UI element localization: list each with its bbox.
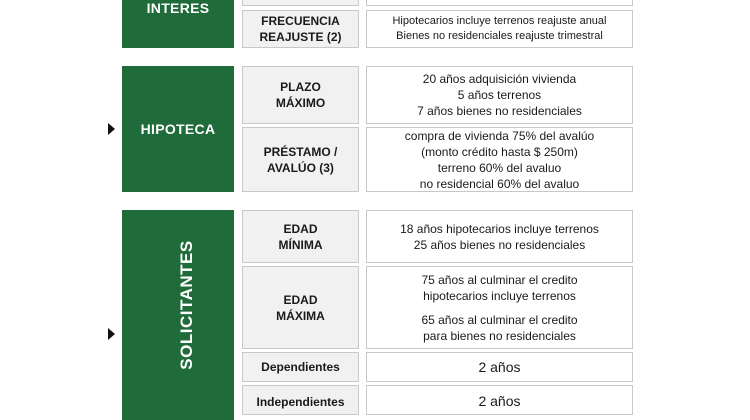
solicitantes-dependientes-label: Dependientes [242,352,359,382]
section-interes-header [122,0,234,48]
hipoteca-prestamo-value: compra de vivienda 75% del avalúo (monto crédito hasta $ 250m) terreno 60% del avaluo no residencial 60% del avaluo [366,127,633,192]
section-hipoteca-header [122,66,234,192]
section-solicitantes-header [122,210,234,420]
interes-row-cropped-value [366,0,633,6]
interes-frecuencia-value: Hipotecarios incluye terrenos reajuste anual Bienes no residenciales reajuste trimestral [366,10,633,48]
interes-frecuencia-label: FRECUENCIA REAJUSTE (2) [242,10,359,48]
hipoteca-prestamo-label: PRÉSTAMO / AVALÚO (3) [242,127,359,192]
section-arrow-icon [108,328,115,340]
section-arrow-icon [108,123,115,135]
interes-row-cropped-label [242,0,359,6]
section-solicitantes-title: SOLICITANTES [177,240,196,370]
solicitantes-edad-maxima-value: 75 años al culminar el credito hipotecarios incluye terrenos 65 años al culminar el credito para bienes no residenciales [366,266,633,349]
solicitantes-independientes-label: Independientes [242,385,359,415]
solicitantes-edad-maxima-label: EDAD MÁXIMA [242,266,359,349]
section-hipoteca-title: HIPOTECA [140,121,216,137]
solicitantes-independientes-value: 2 años [366,385,633,415]
solicitantes-edad-minima-value: 18 años hipotecarios incluye terrenos 25 años bienes no residenciales [366,210,633,263]
solicitantes-edad-minima-label: EDAD MÍNIMA [242,210,359,263]
hipoteca-plazo-label: PLAZO MÁXIMO [242,66,359,124]
hipoteca-plazo-value: 20 años adquisición vivienda 5 años terrenos 7 años bienes no residenciales [366,66,633,124]
section-interes-title: INTERES [146,0,210,16]
solicitantes-dependientes-value: 2 años [366,352,633,382]
